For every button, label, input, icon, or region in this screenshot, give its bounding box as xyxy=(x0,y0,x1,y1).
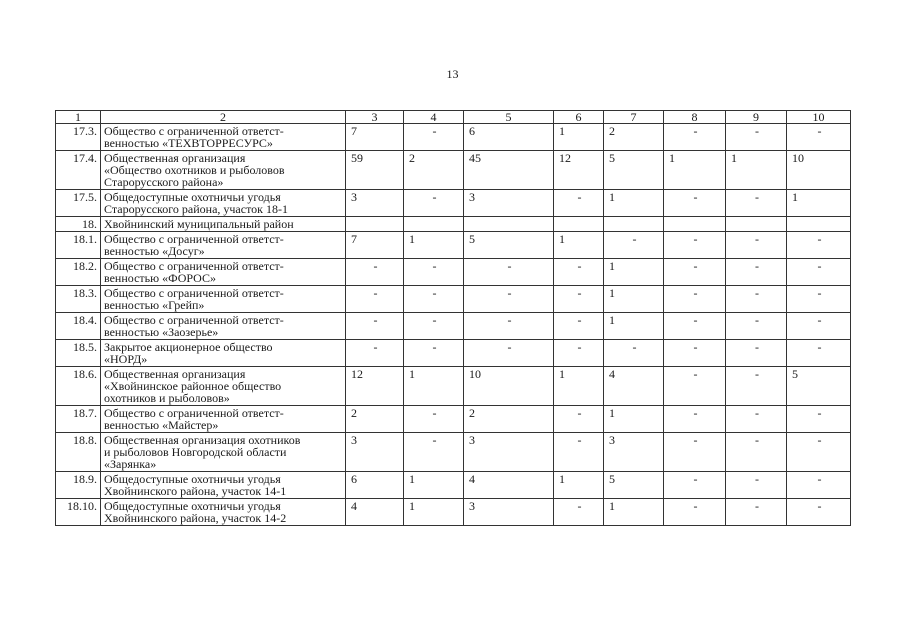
row-value: 1 xyxy=(604,499,664,526)
row-name: Общественная организация охотников и рыболовов Новгородской области «Зарянка» xyxy=(101,433,346,472)
row-value: - xyxy=(787,259,851,286)
row-value: - xyxy=(664,499,726,526)
row-value: - xyxy=(346,259,404,286)
row-value xyxy=(787,217,851,232)
row-value: - xyxy=(554,190,604,217)
row-value: - xyxy=(726,472,787,499)
row-value: - xyxy=(664,433,726,472)
row-value: - xyxy=(726,313,787,340)
row-value: 4 xyxy=(346,499,404,526)
row-value: 1 xyxy=(664,151,726,190)
row-value: 3 xyxy=(346,433,404,472)
column-header: 2 xyxy=(101,111,346,124)
data-table xyxy=(55,110,851,526)
row-value: - xyxy=(726,259,787,286)
row-number: 18.9. xyxy=(56,472,101,499)
table-row xyxy=(56,124,851,151)
row-value: - xyxy=(726,433,787,472)
row-value: - xyxy=(664,340,726,367)
row-value: 2 xyxy=(404,151,464,190)
row-value: - xyxy=(787,313,851,340)
column-header: 1 xyxy=(56,111,101,124)
table-row xyxy=(56,340,851,367)
row-value: 7 xyxy=(346,232,404,259)
table-row xyxy=(56,151,851,190)
row-value: 2 xyxy=(604,124,664,151)
row-value: - xyxy=(664,190,726,217)
row-name: Общество с ограниченной ответст- венностью «ТЕХВТОРРЕСУРС» xyxy=(101,124,346,151)
page-number: 13 xyxy=(446,67,459,81)
row-name: Общество с ограниченной ответст- венностью «Майстер» xyxy=(101,406,346,433)
table-body xyxy=(56,124,851,526)
row-name: Общественная организация «Хвойнинское районное общество охотников и рыболовов» xyxy=(101,367,346,406)
table-row xyxy=(56,367,851,406)
row-value: - xyxy=(554,406,604,433)
row-number: 18.4. xyxy=(56,313,101,340)
row-name: Общество с ограниченной ответст- венностью «Досуг» xyxy=(101,232,346,259)
row-value: - xyxy=(787,433,851,472)
row-value: - xyxy=(726,190,787,217)
row-value: 1 xyxy=(554,367,604,406)
table-row xyxy=(56,259,851,286)
row-value: - xyxy=(726,367,787,406)
row-value: 3 xyxy=(464,190,554,217)
row-value: 1 xyxy=(604,259,664,286)
row-value: 1 xyxy=(554,232,604,259)
row-number: 18.8. xyxy=(56,433,101,472)
row-value: 4 xyxy=(464,472,554,499)
row-value: - xyxy=(464,340,554,367)
row-value: - xyxy=(664,406,726,433)
row-value: - xyxy=(464,286,554,313)
row-value: 6 xyxy=(464,124,554,151)
row-value: 1 xyxy=(404,499,464,526)
column-header: 10 xyxy=(787,111,851,124)
row-value: - xyxy=(726,232,787,259)
row-value: 6 xyxy=(346,472,404,499)
row-value: 4 xyxy=(604,367,664,406)
table-row xyxy=(56,433,851,472)
row-value: 3 xyxy=(346,190,404,217)
row-value xyxy=(554,217,604,232)
row-value: 1 xyxy=(404,472,464,499)
row-value: 10 xyxy=(787,151,851,190)
row-value: - xyxy=(404,190,464,217)
row-value: 1 xyxy=(604,313,664,340)
row-name: Закрытое акционерное общество «НОРД» xyxy=(101,340,346,367)
row-value: - xyxy=(404,286,464,313)
row-value: - xyxy=(554,259,604,286)
row-value: - xyxy=(404,313,464,340)
row-value: 2 xyxy=(464,406,554,433)
row-number: 17.3. xyxy=(56,124,101,151)
row-value: - xyxy=(726,124,787,151)
row-name: Общество с ограниченной ответст- венностью «Грейп» xyxy=(101,286,346,313)
row-value: 1 xyxy=(787,190,851,217)
row-number: 18.7. xyxy=(56,406,101,433)
row-name: Общедоступные охотничьи угодья Старорусского района, участок 18-1 xyxy=(101,190,346,217)
row-name: Общедоступные охотничьи угодья Хвойнинского района, участок 14-2 xyxy=(101,499,346,526)
row-value: 45 xyxy=(464,151,554,190)
row-value: - xyxy=(404,124,464,151)
row-number: 18.5. xyxy=(56,340,101,367)
row-value: 59 xyxy=(346,151,404,190)
row-value: 1 xyxy=(404,232,464,259)
row-value: 10 xyxy=(464,367,554,406)
row-value: 7 xyxy=(346,124,404,151)
row-number: 18.2. xyxy=(56,259,101,286)
row-number: 18.1. xyxy=(56,232,101,259)
table-row xyxy=(56,217,851,232)
table-row xyxy=(56,190,851,217)
row-value: - xyxy=(554,340,604,367)
row-value: - xyxy=(554,286,604,313)
row-value: - xyxy=(664,124,726,151)
table-header-row xyxy=(56,111,851,124)
row-value xyxy=(464,217,554,232)
row-value: - xyxy=(664,286,726,313)
row-value: - xyxy=(664,232,726,259)
table-row xyxy=(56,472,851,499)
row-name: Общедоступные охотничьи угодья Хвойнинского района, участок 14-1 xyxy=(101,472,346,499)
row-value: 1 xyxy=(726,151,787,190)
column-header: 5 xyxy=(464,111,554,124)
row-value: 1 xyxy=(604,406,664,433)
row-value: - xyxy=(464,313,554,340)
row-number: 18. xyxy=(56,217,101,232)
column-header: 6 xyxy=(554,111,604,124)
table-row xyxy=(56,286,851,313)
row-number: 18.3. xyxy=(56,286,101,313)
row-value: 1 xyxy=(604,190,664,217)
row-value: - xyxy=(664,313,726,340)
row-value: - xyxy=(664,259,726,286)
row-value: - xyxy=(787,499,851,526)
row-value: - xyxy=(554,433,604,472)
row-value: - xyxy=(787,472,851,499)
column-header: 3 xyxy=(346,111,404,124)
row-value xyxy=(346,217,404,232)
row-value: - xyxy=(787,340,851,367)
row-value: - xyxy=(664,472,726,499)
column-header: 9 xyxy=(726,111,787,124)
table-row xyxy=(56,406,851,433)
row-value: 3 xyxy=(464,499,554,526)
row-value: 12 xyxy=(346,367,404,406)
row-value: - xyxy=(404,259,464,286)
row-value: - xyxy=(404,406,464,433)
row-value: 12 xyxy=(554,151,604,190)
row-value: 3 xyxy=(464,433,554,472)
row-value: - xyxy=(726,340,787,367)
row-value: - xyxy=(346,286,404,313)
table-row xyxy=(56,232,851,259)
row-name: Общество с ограниченной ответст- венностью «ФОРОС» xyxy=(101,259,346,286)
row-value: - xyxy=(787,232,851,259)
column-header: 7 xyxy=(604,111,664,124)
row-value: - xyxy=(664,367,726,406)
row-value: 2 xyxy=(346,406,404,433)
row-value xyxy=(664,217,726,232)
row-value: - xyxy=(554,499,604,526)
row-value: 3 xyxy=(604,433,664,472)
row-value: - xyxy=(787,406,851,433)
row-value: 5 xyxy=(604,151,664,190)
table-row xyxy=(56,313,851,340)
row-value: - xyxy=(726,286,787,313)
row-name: Хвойнинский муниципальный район xyxy=(101,217,346,232)
row-value: - xyxy=(346,313,404,340)
row-value: 5 xyxy=(464,232,554,259)
row-value: - xyxy=(604,340,664,367)
row-value: - xyxy=(346,340,404,367)
row-value xyxy=(726,217,787,232)
row-name: Общество с ограниченной ответст- венностью «Заозерье» xyxy=(101,313,346,340)
row-name: Общественная организация «Общество охотников и рыболовов Старорусского района» xyxy=(101,151,346,190)
table-row xyxy=(56,499,851,526)
row-value: 1 xyxy=(554,472,604,499)
column-header: 4 xyxy=(404,111,464,124)
row-value: 1 xyxy=(404,367,464,406)
row-value: - xyxy=(404,340,464,367)
row-value: 5 xyxy=(604,472,664,499)
row-value: 5 xyxy=(787,367,851,406)
row-value: 1 xyxy=(554,124,604,151)
row-value: - xyxy=(787,286,851,313)
row-value: - xyxy=(726,406,787,433)
row-value: - xyxy=(604,232,664,259)
row-value: - xyxy=(464,259,554,286)
row-value: - xyxy=(554,313,604,340)
row-value: - xyxy=(404,433,464,472)
row-number: 17.5. xyxy=(56,190,101,217)
row-number: 17.4. xyxy=(56,151,101,190)
row-value: - xyxy=(787,124,851,151)
row-value xyxy=(604,217,664,232)
row-number: 18.10. xyxy=(56,499,101,526)
row-number: 18.6. xyxy=(56,367,101,406)
column-header: 8 xyxy=(664,111,726,124)
row-value xyxy=(404,217,464,232)
row-value: - xyxy=(726,499,787,526)
row-value: 1 xyxy=(604,286,664,313)
